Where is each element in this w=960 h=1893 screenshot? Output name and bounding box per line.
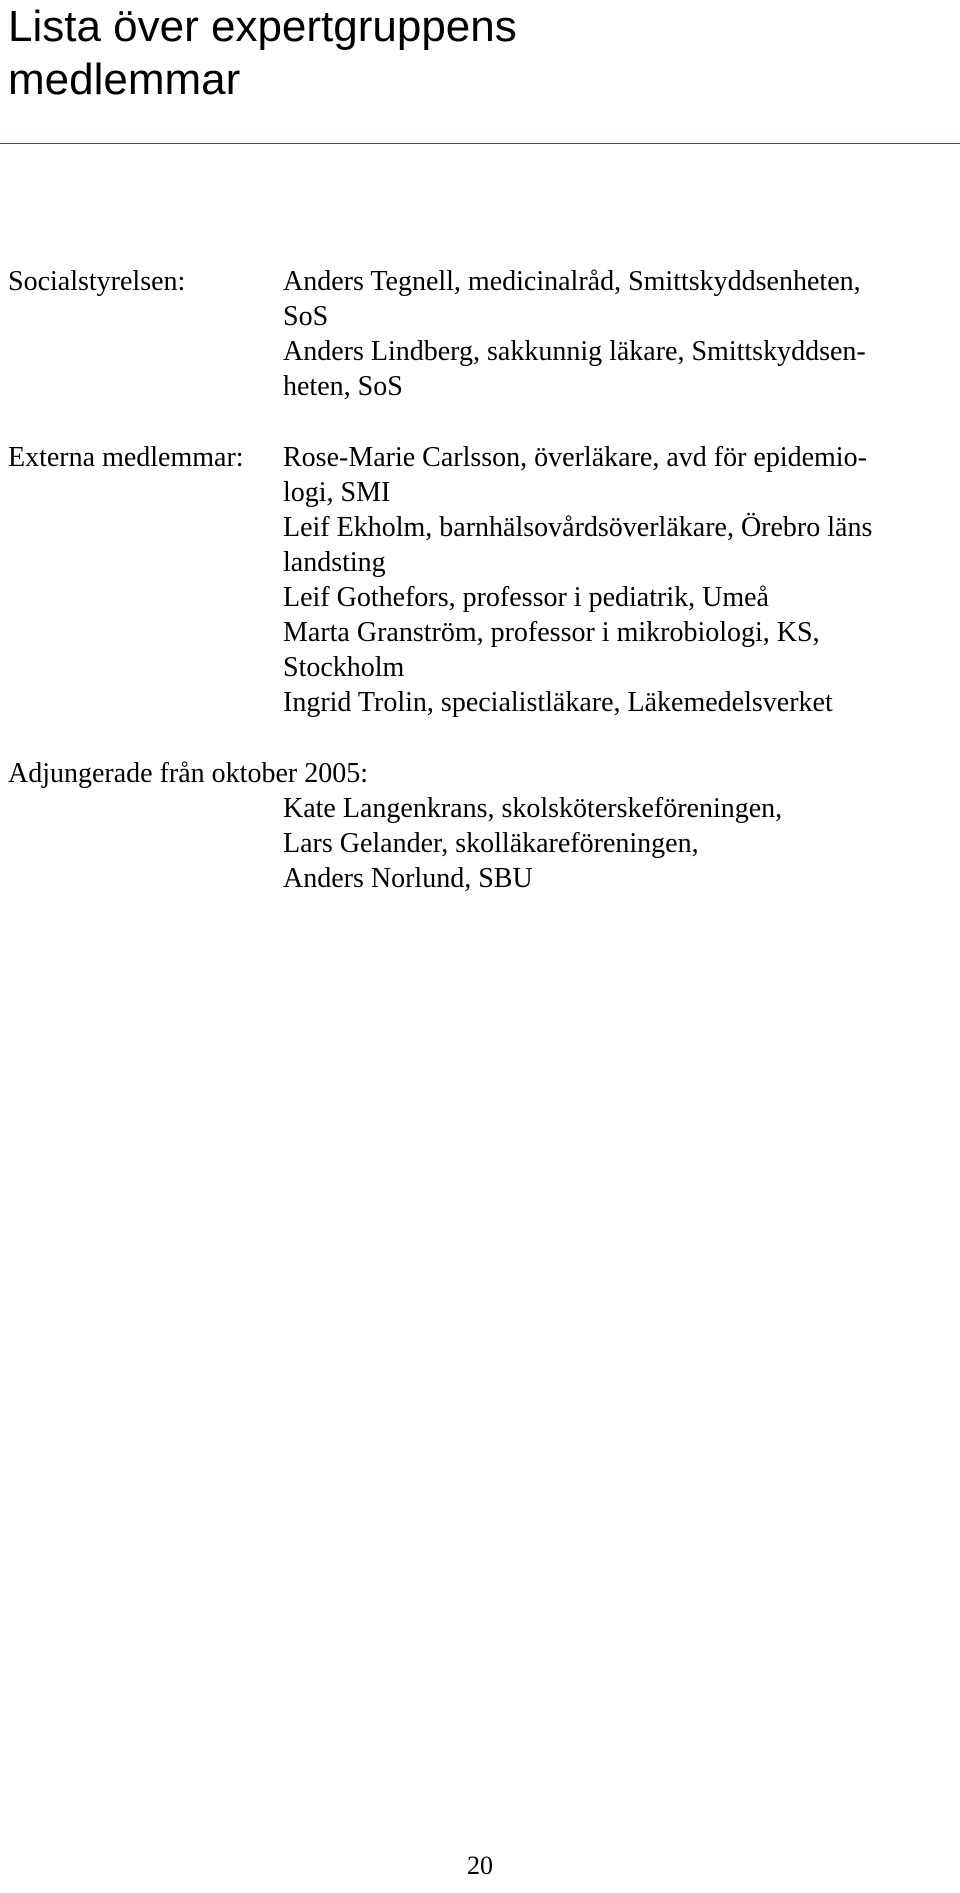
member-line: logi, SMI — [283, 477, 391, 508]
member-line: Leif Ekholm, barnhälsovårdsöverläkare, Örebro läns — [283, 512, 873, 543]
member-line: SoS — [283, 301, 329, 332]
member-line: Stockholm — [283, 652, 405, 683]
member-line: heten, SoS — [283, 371, 403, 402]
member-line: Lars Gelander, skolläkareföreningen, — [283, 828, 699, 859]
page-title-line-2: medlemmar — [8, 55, 241, 104]
page-title — [8, 0, 517, 106]
section-label-socialstyrelsen: Socialstyrelsen: — [8, 266, 186, 297]
section-label-adjungerade: Adjungerade från oktober 2005: — [8, 758, 368, 789]
member-line: Leif Gothefors, professor i pediatrik, Umeå — [283, 582, 769, 613]
member-line: Rose-Marie Carlsson, överläkare, avd för epidemio- — [283, 442, 867, 473]
member-line: landsting — [283, 547, 386, 578]
member-line: Anders Lindberg, sakkunnig läkare, Smittskyddsen- — [283, 336, 866, 367]
member-line: Anders Norlund, SBU — [283, 863, 533, 894]
page-number: 20 — [467, 1851, 493, 1880]
member-line: Marta Granström, professor i mikrobiologi, KS, — [283, 617, 820, 648]
page-title-line-1: Lista över expertgruppens — [8, 2, 517, 51]
member-line: Anders Tegnell, medicinalråd, Smittskyddsenheten, — [283, 266, 861, 297]
member-line: Ingrid Trolin, specialistläkare, Läkemedelsverket — [283, 687, 833, 718]
title-divider — [0, 143, 960, 144]
member-line: Kate Langenkrans, skolsköterskeföreningen, — [283, 793, 783, 824]
section-label-externa: Externa medlemmar: — [8, 442, 244, 473]
